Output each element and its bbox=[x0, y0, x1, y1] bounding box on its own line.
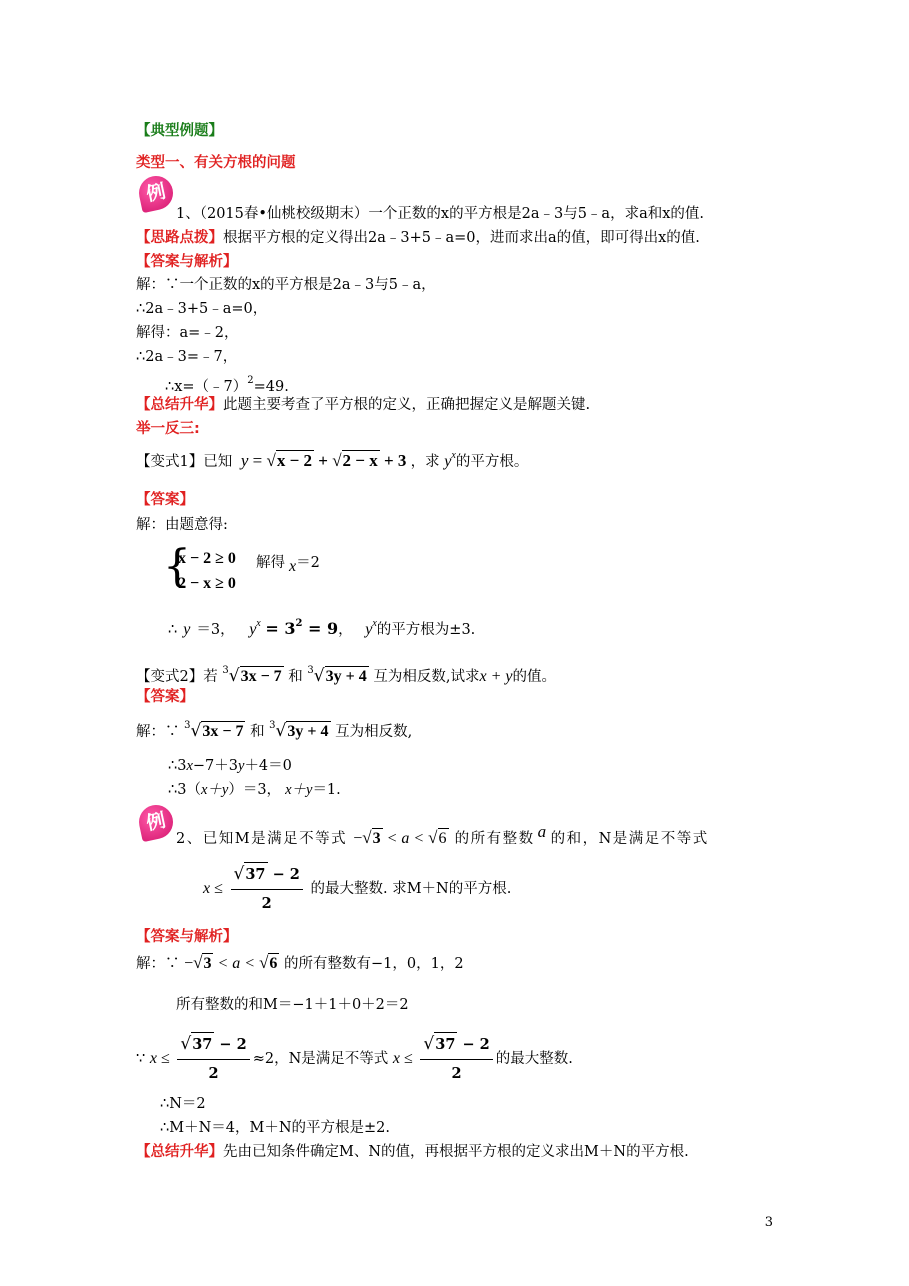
y-power-x bbox=[249, 618, 261, 638]
v2-sol1 bbox=[136, 716, 412, 742]
var-y: y bbox=[238, 758, 245, 774]
radicand-text: 2 − x bbox=[342, 451, 378, 470]
text: 互为相反数, bbox=[335, 724, 413, 740]
radicand: 6 bbox=[269, 955, 278, 972]
exponent: x bbox=[372, 618, 377, 629]
exponent: x bbox=[256, 618, 261, 629]
ex2-answer-label: 【答案与解析】 bbox=[136, 929, 238, 945]
var-x: x bbox=[186, 758, 193, 774]
x-le: x ≤ bbox=[392, 1050, 413, 1067]
text: 的所有整数 bbox=[454, 831, 535, 847]
text: ∴x=（﹣7） bbox=[165, 379, 248, 395]
therefore: ∴ bbox=[168, 622, 178, 638]
radicand: 37 bbox=[434, 1032, 457, 1057]
radicand: 3x − 7 bbox=[202, 723, 244, 740]
ex1-question: 1、（2015春•仙桃校级期末）一个正数的x的平方根是2a﹣3与5﹣a，求a和x的值. bbox=[176, 206, 705, 222]
example-badge-2: 例 bbox=[136, 802, 176, 842]
text: − 2 bbox=[214, 1036, 247, 1053]
radical-sign: √ bbox=[313, 666, 325, 686]
radical-sign: √ bbox=[362, 828, 372, 847]
minus: − bbox=[184, 955, 194, 972]
radical-sign: √ bbox=[233, 864, 245, 884]
text: 的所有整数有−1，0，1，2 bbox=[284, 956, 464, 972]
v1-result bbox=[168, 614, 475, 640]
system-brace: { bbox=[163, 541, 191, 592]
radical-sign: √ bbox=[428, 828, 438, 847]
x-le: x ≤ bbox=[149, 1050, 170, 1067]
x-le: x ≤ bbox=[203, 880, 223, 897]
type1-title: 类型一、有关方根的问题 bbox=[136, 155, 296, 171]
var-y: y bbox=[240, 451, 249, 470]
text: = 3 bbox=[265, 619, 296, 638]
cube-root-2 bbox=[307, 665, 368, 686]
inequality bbox=[353, 830, 448, 847]
ex2-question-line2 bbox=[203, 862, 511, 916]
radicand bbox=[342, 450, 380, 471]
text: 的平方根。 bbox=[455, 454, 529, 470]
const: + 3 bbox=[379, 451, 407, 470]
radical-sign: √ bbox=[180, 1034, 192, 1054]
radicand: 3 bbox=[203, 955, 212, 972]
cube-root-1 bbox=[184, 720, 245, 741]
text: =49. bbox=[253, 379, 289, 395]
text: 解：∵ bbox=[136, 956, 180, 972]
equals: = bbox=[248, 451, 267, 470]
text: − 2 bbox=[457, 1036, 490, 1053]
text: 的最大整数. bbox=[495, 1051, 573, 1067]
exponent: 2 bbox=[295, 618, 303, 629]
text: ＝3， bbox=[196, 622, 235, 638]
summary-text: 此题主要考查了平方根的定义，正确把握定义是解题关键. bbox=[223, 397, 591, 413]
text: ≈2，N是满足不等式 bbox=[252, 1051, 389, 1067]
exponent: x bbox=[451, 450, 456, 461]
radicand-text: x − 2 bbox=[276, 451, 313, 470]
radical-sign: √ bbox=[193, 953, 203, 972]
var-y: y bbox=[183, 621, 191, 638]
text: 的最大整数. 求M＋N的平方根. bbox=[310, 881, 512, 897]
v1-answer-label: 【答案】 bbox=[136, 492, 194, 508]
ex2-sol1 bbox=[136, 953, 464, 974]
ex1-summary bbox=[136, 395, 590, 415]
y-power-x bbox=[444, 450, 456, 470]
summary-label: 【总结升华】 bbox=[136, 1144, 223, 1160]
text: 和 bbox=[288, 669, 303, 685]
fraction bbox=[420, 1032, 492, 1086]
radicand: 3y + 4 bbox=[325, 668, 367, 685]
var-a: a bbox=[537, 822, 548, 841]
example-badge-1: 例 bbox=[136, 173, 176, 213]
text: 2、已知M是满足不等式 bbox=[176, 831, 348, 847]
v2-question bbox=[136, 661, 556, 687]
ex1-sol-last bbox=[165, 371, 289, 397]
ex1-sol-line: ∴2a﹣3+5﹣a=0， bbox=[136, 301, 268, 317]
text: 解：∵ bbox=[136, 724, 180, 740]
radicand: 37 bbox=[191, 1032, 214, 1057]
text: ∴3（ bbox=[168, 782, 201, 798]
text: ∵ bbox=[136, 1051, 146, 1067]
numerator bbox=[231, 862, 303, 890]
text: ）＝3， bbox=[228, 782, 282, 798]
inequality bbox=[184, 955, 279, 972]
ex2-question-line1 bbox=[176, 822, 709, 849]
system-line-2: 2 − x ≥ 0 bbox=[178, 575, 236, 592]
radical-sign: √ bbox=[190, 721, 202, 741]
summary-label: 【总结升华】 bbox=[136, 397, 223, 413]
radicand: 3y + 4 bbox=[287, 723, 329, 740]
ex2-summary bbox=[136, 1142, 689, 1162]
radicand bbox=[276, 450, 314, 471]
text: ，求 bbox=[410, 454, 440, 470]
ex2-sol5: ∴M＋N＝4，M＋N的平方根是±2. bbox=[160, 1120, 391, 1136]
text: −7＋3 bbox=[192, 758, 238, 774]
radical-sign: √ bbox=[423, 1034, 435, 1054]
numerator bbox=[420, 1032, 492, 1060]
text: 的和，N是满足不等式 bbox=[550, 831, 709, 847]
ex2-sol4: ∴N＝2 bbox=[160, 1096, 206, 1112]
text: 和 bbox=[250, 724, 265, 740]
denominator: 2 bbox=[451, 1065, 462, 1082]
text: − 2 bbox=[267, 866, 300, 883]
cube-root-1 bbox=[222, 665, 283, 686]
radical-sign: √ bbox=[332, 451, 342, 470]
cube-root-2 bbox=[269, 720, 330, 741]
section-heading: 【典型例题】 bbox=[136, 123, 223, 139]
root-index: 3 bbox=[307, 665, 314, 676]
ex1-sol-line: 解得：a=﹣2， bbox=[136, 325, 239, 341]
hint-text: 根据平方根的定义得出2a﹣3+5﹣a=0，进而求出a的值，即可得出x的值. bbox=[223, 230, 700, 246]
text: ＝2 bbox=[296, 555, 320, 571]
radicand: 3x − 7 bbox=[240, 668, 282, 685]
plus: + bbox=[314, 451, 333, 470]
x-plus-y: x＋y bbox=[285, 782, 313, 798]
hint-label: 【思路点拨】 bbox=[136, 230, 223, 246]
radicand: 37 bbox=[244, 862, 267, 887]
var-x: x bbox=[289, 558, 297, 575]
ex1-hint bbox=[136, 228, 700, 248]
base: y bbox=[444, 453, 452, 470]
system-line-1: x − 2 ≥ 0 bbox=[178, 550, 236, 567]
base: y bbox=[249, 621, 257, 638]
v2-label: 【变式2】若 bbox=[136, 669, 218, 685]
text: 解得 bbox=[256, 555, 285, 571]
radical-sign: √ bbox=[259, 953, 269, 972]
page-number: 3 bbox=[764, 1215, 773, 1230]
radical-sign: √ bbox=[228, 666, 240, 686]
v1-equation bbox=[241, 451, 411, 470]
text: < a < bbox=[382, 830, 429, 847]
text: 的平方根为±3. bbox=[376, 622, 476, 638]
v1-label: 【变式1】已知 bbox=[136, 454, 233, 470]
text: ∴3 bbox=[168, 758, 187, 774]
x-plus-y: x＋y bbox=[200, 782, 229, 798]
ex2-sol3 bbox=[136, 1032, 573, 1086]
ex2-sol2: 所有整数的和M＝−1＋1＋0＋2＝2 bbox=[176, 997, 409, 1013]
denominator: 2 bbox=[208, 1065, 219, 1082]
ex1-answer-label: 【答案与解析】 bbox=[136, 254, 238, 270]
v1-question bbox=[136, 446, 528, 472]
denominator: 2 bbox=[261, 895, 272, 912]
minus: − bbox=[353, 830, 363, 847]
text: < a < bbox=[213, 955, 260, 972]
v2-answer-label: 【答案】 bbox=[136, 689, 194, 705]
root-index: 3 bbox=[184, 720, 191, 731]
fraction bbox=[177, 1032, 249, 1086]
v1-sol1: 解：由题意得: bbox=[136, 517, 228, 533]
ex1-sol-line: ∴2a﹣3=﹣7， bbox=[136, 349, 238, 365]
superscript: 2 bbox=[247, 375, 254, 386]
text: ＋4＝0 bbox=[244, 758, 292, 774]
summary-text: 先由已知条件确定M、N的值，再根据平方根的定义求出M＋N的平方根. bbox=[223, 1144, 689, 1160]
numerator bbox=[177, 1032, 249, 1060]
root-index: 3 bbox=[222, 665, 229, 676]
radical-sign: √ bbox=[266, 451, 276, 470]
text: = 9 bbox=[302, 619, 339, 638]
radical-sign: √ bbox=[275, 721, 287, 741]
comma: ， bbox=[338, 622, 353, 638]
text: ＝1. bbox=[312, 782, 341, 798]
fraction bbox=[231, 862, 303, 916]
radicand: 6 bbox=[438, 830, 447, 847]
radicand: 3 bbox=[372, 830, 381, 847]
v2-line2 bbox=[168, 756, 292, 776]
three-squared bbox=[265, 619, 338, 638]
text: 的值。 bbox=[512, 669, 556, 685]
y-power-x bbox=[365, 618, 377, 638]
base: y bbox=[365, 621, 373, 638]
v2-line3 bbox=[168, 780, 341, 800]
x-plus-y: x + y bbox=[479, 668, 513, 685]
root-index: 3 bbox=[269, 720, 276, 731]
v1-solve bbox=[256, 553, 320, 573]
juyi-label: 举一反三: bbox=[136, 421, 200, 437]
ex1-sol-line: 解：∵一个正数的x的平方根是2a﹣3与5﹣a， bbox=[136, 277, 436, 293]
text: 互为相反数,试求 bbox=[373, 669, 480, 685]
